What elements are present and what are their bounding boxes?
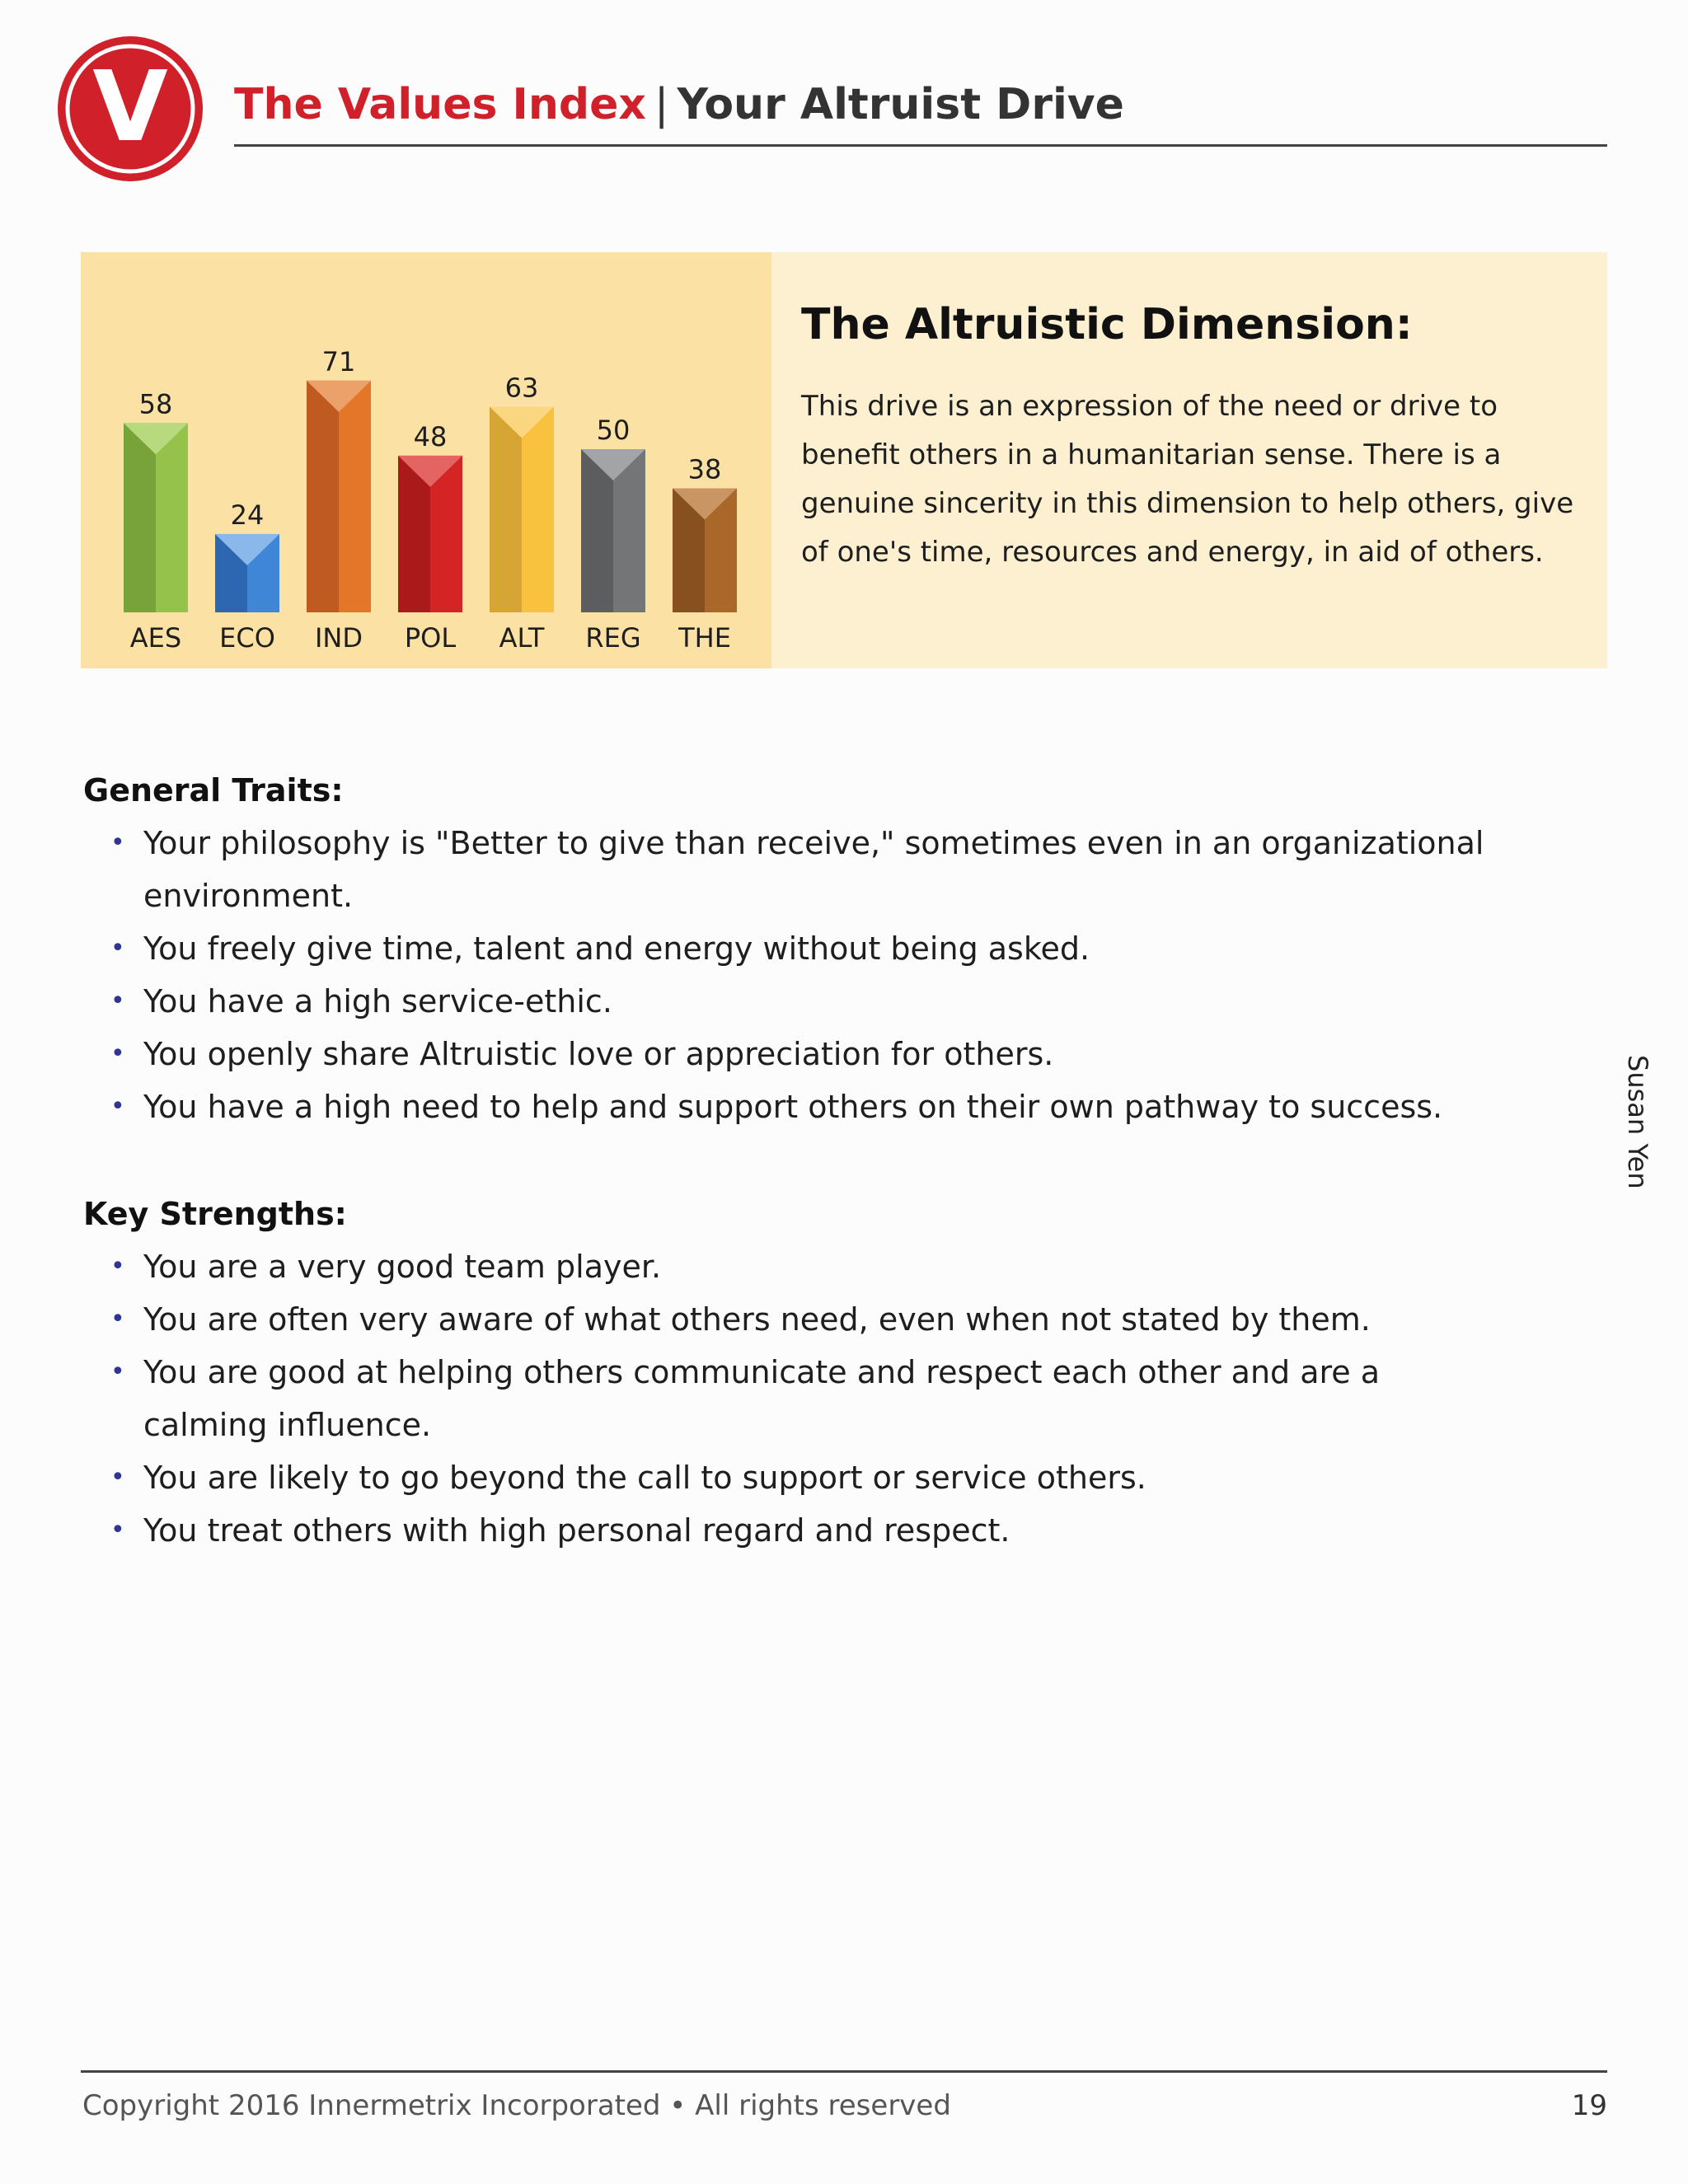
list-item: • You treat others with high personal regard and respect. (83, 1504, 1484, 1557)
category-label: ALT (499, 622, 545, 654)
copyright-text: Copyright 2016 Innermetrix Incorporated • All rights reserved (82, 2089, 951, 2122)
bullet-icon: • (110, 1463, 125, 1492)
bar-value-label: 63 (504, 372, 539, 404)
bar-alt-right (522, 407, 554, 612)
bullet-icon: • (110, 987, 125, 1015)
bar-aes-left (124, 423, 156, 612)
bullet-icon: • (110, 934, 125, 963)
brand-title: The Values Index (234, 80, 646, 129)
bullet-icon: • (110, 1516, 125, 1544)
page-number: 19 (1571, 2089, 1607, 2122)
bullet-icon: • (110, 1305, 125, 1333)
general-traits-list (83, 817, 1484, 1133)
bullet-icon: • (110, 828, 125, 857)
bar-value-label: 48 (413, 420, 448, 452)
category-label: IND (314, 622, 363, 654)
category-label: POL (404, 622, 457, 654)
category-label: ECO (219, 622, 275, 654)
bar-value-label: 38 (687, 453, 722, 485)
list-item: • You have a high service-ethic. (83, 975, 1484, 1028)
section-title: Your Altruist Drive (677, 80, 1124, 129)
footer-divider (81, 2070, 1607, 2073)
list-item: • You openly share Altruistic love or appreciation for others. (83, 1028, 1484, 1080)
bar-value-label: 58 (138, 388, 173, 420)
bar-alt-left (490, 407, 522, 612)
bullet-icon: • (110, 1039, 125, 1068)
dimension-panel (81, 252, 1607, 668)
list-item: • You freely give time, talent and energy without being asked. (83, 922, 1484, 975)
bar-value-label: 50 (596, 415, 631, 446)
list-item: • You are often very aware of what others need, even when not stated by them. (83, 1293, 1484, 1346)
category-label: AES (129, 622, 182, 654)
category-label: THE (678, 622, 731, 654)
respondent-name: Susan Yen (1622, 1055, 1653, 1189)
bar-aes-right (156, 423, 188, 612)
category-label: REG (585, 622, 641, 654)
list-item: • You are a very good team player. (83, 1240, 1484, 1293)
bullet-icon: • (110, 1357, 125, 1386)
key-strengths-heading: Key Strengths: (83, 1196, 347, 1232)
list-item: • You are good at helping others communicate and respect each other and are a calming influence. (83, 1346, 1484, 1451)
list-item: • You are likely to go beyond the call to support or service others. (83, 1451, 1484, 1504)
list-item: • Your philosophy is "Better to give than receive," sometimes even in an organizational environment. (83, 817, 1484, 922)
header-divider (234, 144, 1607, 147)
bar-ind-left (307, 381, 339, 612)
bar-ind-right (339, 381, 371, 612)
values-index-logo (56, 35, 204, 183)
key-strengths-list (83, 1240, 1484, 1557)
dimension-body: This drive is an expression of the need or drive to benefit others in a humanitarian sense. There is a genuine sincerity in this dimension to help others, give of one's time, resources and energy, in aid of others. (801, 390, 1574, 569)
logo-letter: V (92, 49, 168, 163)
general-traits-section (83, 772, 1484, 1133)
bullet-icon: • (110, 1252, 125, 1281)
bar-value-label: 71 (321, 345, 356, 377)
dimension-heading: The Altruistic Dimension: (801, 300, 1413, 349)
chart-canvas (81, 252, 771, 668)
bullet-icon: • (110, 1092, 125, 1121)
list-item: • You have a high need to help and support others on their own pathway to success. (83, 1080, 1484, 1133)
title-separator: | (654, 80, 669, 129)
key-strengths-section (83, 1196, 1484, 1557)
general-traits-heading: General Traits: (83, 772, 344, 808)
dimension-description (771, 252, 1607, 668)
page-title (234, 76, 1124, 134)
bar-value-label: 24 (230, 499, 265, 531)
values-bar-chart (81, 252, 771, 668)
